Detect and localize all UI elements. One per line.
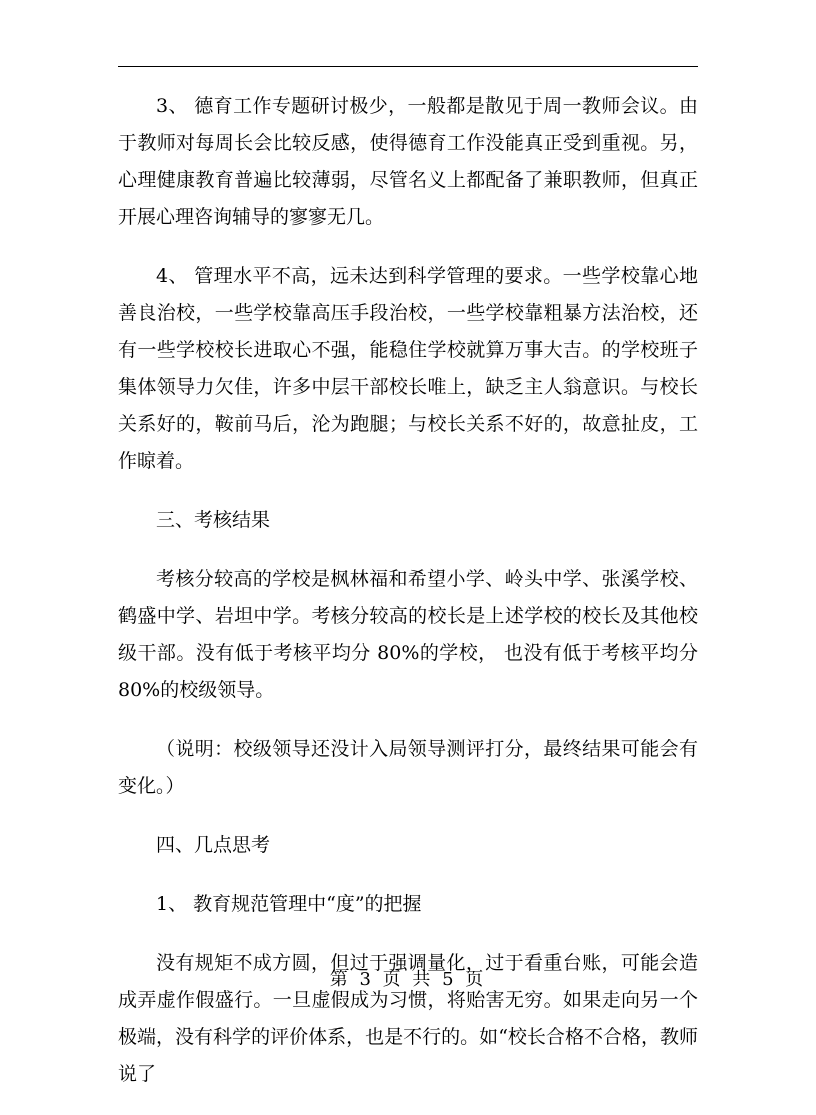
paragraph-note: （说明：校级领导还没计入局领导测评打分，最终结果可能会有变化。） <box>118 738 698 797</box>
paragraph-results: 考核分较高的学校是枫林福和希望小学、岭头中学、张溪学校、鹤盛中学、岩坦中学。考核分较高的校长是上述学校的校长及其他校级干部。没有低于考核平均分 80%的学校， 也没有低于考核平均分 80%的校级领导。 <box>118 568 698 701</box>
section-heading-results: 三、考核结果 <box>156 509 271 531</box>
header-rule <box>118 66 698 67</box>
paragraph-item-3: 3、 德育工作专题研讨极少，一般都是散见于周一教师会议。由于教师对每周长会比较反感，使得德育工作没能真正受到重视。另，心理健康教育普遍比较薄弱，尽管名义上都配备了兼职教师，但真正开展心理咨询辅导的寥寥无几。 <box>118 95 698 228</box>
paragraph-item-4: 4、 管理水平不高，远未达到科学管理的要求。一些学校靠心地善良治校，一些学校靠高压手段治校，一些学校靠粗暴方法治校，还有一些学校校长进取心不强，能稳住学校就算万事大吉。的学校班子集体领导力欠佳，许多中层干部校长唯上，缺乏主人翁意识。与校长关系好的，鞍前马后，沦为跑腿；与校长关系不好的，故意扯皮，工作晾着。 <box>118 265 698 472</box>
page-number-footer: 第 3 页 共 5 页 <box>329 969 487 990</box>
subheading-item-1: 1、 教育规范管理中“度”的把握 <box>156 893 422 915</box>
section-heading-thoughts: 四、几点思考 <box>156 834 271 856</box>
document-body <box>118 88 698 1115</box>
paragraph-item-1-body: 没有规矩不成方圆，但过于强调量化，过于看重台账，可能会造成弄虚作假盛行。一旦虚假成为习惯，将贻害无穷。如果走向另一个极端，没有科学的评价体系，也是不行的。如“校长合格不合格，教师说了 <box>118 952 698 1085</box>
